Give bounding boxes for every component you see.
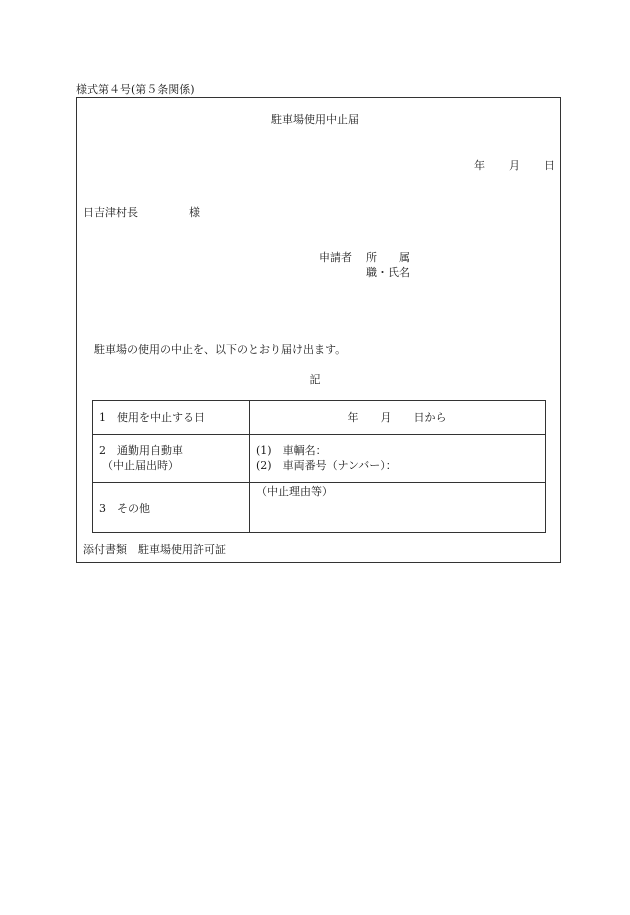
applicant-label: 申請者 — [319, 251, 352, 264]
addressee-honorific: 様 — [189, 206, 200, 219]
ki-heading: 記 — [309, 373, 321, 386]
row-sublabel: （中止届出時） — [102, 459, 179, 472]
vehicle-number-field: (2) 車両番号（ナンバー）： — [256, 459, 397, 472]
form-title: 駐車場使用中止届 — [271, 113, 359, 126]
reason-field: （中止理由等） — [256, 485, 333, 498]
body-text: 駐車場の使用の中止を、以下のとおり届け出ます。 — [94, 343, 347, 356]
vehicle-name-field: (1) 車輌名： — [256, 444, 327, 457]
row-label: 3 その他 — [99, 502, 150, 515]
attachment-note: 添付書類 駐車場使用許可証 — [83, 543, 226, 556]
affiliation-label: 所 属 — [366, 251, 410, 264]
position-name-label: 職・氏名 — [366, 266, 410, 279]
date-year-label: 年 — [474, 159, 485, 172]
detail-table — [92, 400, 546, 533]
date-month-label: 月 — [509, 159, 520, 172]
table-row-divider — [93, 482, 545, 483]
form-number: 様式第４号(第５条関係) — [76, 83, 195, 96]
date-day-label: 日 — [544, 159, 555, 172]
table-row-divider — [93, 434, 545, 435]
stop-date-value: 年 月 日から — [347, 411, 447, 424]
row-label: 2 通勤用自動車 — [99, 444, 183, 457]
addressee-name: 日吉津村長 — [83, 206, 138, 219]
row-label: 1 使用を中止する日 — [99, 411, 205, 424]
